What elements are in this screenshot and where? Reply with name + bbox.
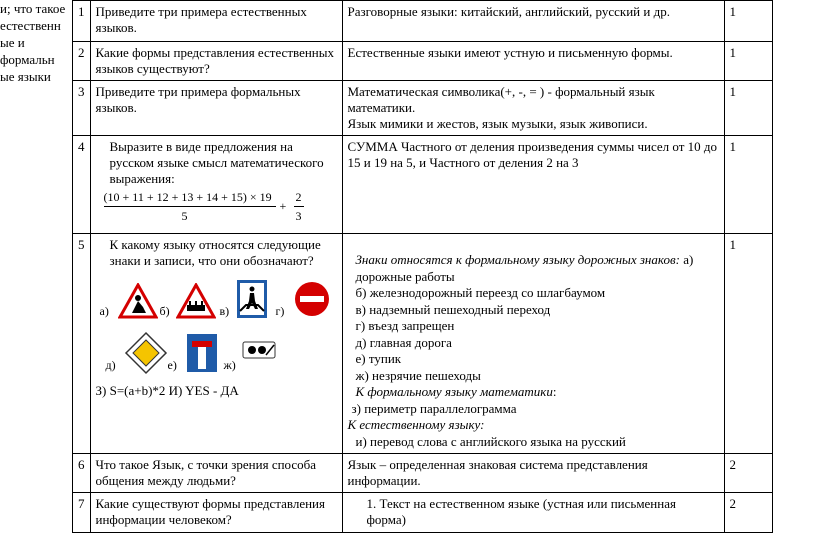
table-row xyxy=(73,42,773,81)
pedestrian-bridge-sign-icon xyxy=(236,279,268,319)
answer-line: з) периметр параллелограмма xyxy=(351,400,517,416)
answer-cell: СУММА Частного от деления произведения суммы чисел от 10 до 15 и 19 на 5, и Частного от деления 2 на 3 xyxy=(342,136,724,234)
questions-table xyxy=(72,0,773,533)
left-fragment-line: и; что такое xyxy=(0,1,66,16)
answer-cell: 1. Текст на естественном языке (устная или письменная форма) xyxy=(342,493,724,533)
math-expression xyxy=(96,189,337,227)
answer-heading-text: К формальному языку математики xyxy=(355,384,553,399)
answer-line: б) железнодорожный переезд со шлагбаумом xyxy=(355,285,606,300)
question-cell xyxy=(90,234,342,454)
left-fragment-line: естественн xyxy=(0,18,61,33)
fraction2-numerator: 2 xyxy=(295,190,302,204)
question-cell: Какие существуют формы представления информации человеком? xyxy=(90,493,342,533)
score-cell: 1 xyxy=(724,1,772,42)
sign-label: а) xyxy=(99,304,109,318)
sign-label: д) xyxy=(105,358,116,372)
blind-pedestrians-sign-icon xyxy=(242,341,276,359)
dead-end-sign-icon xyxy=(186,333,218,373)
row-number: 2 xyxy=(73,42,91,81)
signs-row-2 xyxy=(96,329,337,379)
fraction2-denominator: 3 xyxy=(295,209,302,223)
road-works-sign-icon xyxy=(118,283,158,319)
question-cell xyxy=(90,136,342,234)
score-cell: 1 xyxy=(724,136,772,234)
answer-heading xyxy=(348,252,719,269)
no-entry-sign-icon xyxy=(294,281,330,317)
answer-cell xyxy=(342,81,724,136)
answer-cell xyxy=(342,234,724,454)
table-row xyxy=(73,136,773,234)
row-number: 1 xyxy=(73,1,91,42)
row-number: 3 xyxy=(73,81,91,136)
question-cell: Какие формы представления естественных языков существуют? xyxy=(90,42,342,81)
fraction-bar xyxy=(104,206,276,207)
answer-cell: Язык – определенная знаковая система представления информации. xyxy=(342,454,724,493)
fraction-denominator: 5 xyxy=(181,209,188,223)
sign-label: ж) xyxy=(223,358,236,372)
score-cell: 2 xyxy=(724,493,772,533)
question-text: К какому языку относятся следующие знаки и записи, что они обозначают? xyxy=(109,237,321,268)
question-cell: Что такое Язык, с точки зрения способа общения между людьми? xyxy=(90,454,342,493)
answer-line: Математическая символика(+, -, = ) - формальный язык математики. xyxy=(347,84,655,115)
row-number: 4 xyxy=(73,136,91,234)
row-number: 7 xyxy=(73,493,91,533)
score-cell: 1 xyxy=(724,42,772,81)
sign-label: е) xyxy=(167,358,177,372)
answer-line: Язык мимики и жестов, язык музыки, язык живописи. xyxy=(347,116,648,131)
answer-heading-tail: : xyxy=(552,384,557,399)
sign-label: б) xyxy=(159,304,170,318)
answer-cell: Естественные языки имеют устную и письменную формы. xyxy=(342,42,724,81)
score-cell: 2 xyxy=(724,454,772,493)
answer-line: в) надземный пешеходный переход xyxy=(355,301,551,317)
railway-crossing-sign-icon xyxy=(176,283,216,319)
answer-line: ж) незрячие пешеходы xyxy=(355,367,481,383)
answer-cell: Разговорные языки: китайский, английский, русский и др. xyxy=(342,1,724,42)
question-cell: Приведите три примера естественных языков. xyxy=(90,1,342,42)
answer-line: и) перевод слова с английского языка на русский xyxy=(355,433,626,449)
answer-line: г) въезд запрещен xyxy=(355,318,455,333)
fraction-numerator: (10 + 11 + 12 + 13 + 14 + 15) × 19 xyxy=(103,190,272,204)
answer-heading: К естественному языку: xyxy=(347,417,485,432)
row-number: 6 xyxy=(73,454,91,493)
row-number: 5 xyxy=(73,234,91,454)
question-text: Выразите в виде предложения на русском языке смысл математического выражения: xyxy=(109,139,324,186)
answer-heading-tail: а) xyxy=(679,252,694,267)
table-row xyxy=(73,1,773,42)
answer-heading-text: Знаки относятся к формальному языку дорожных знаков: xyxy=(355,252,680,267)
left-fragment-line: ые и xyxy=(0,35,25,50)
sign-label: в) xyxy=(219,304,230,318)
answer-heading xyxy=(348,384,719,401)
answer-line: д) главная дорога xyxy=(355,334,452,350)
left-fragment-line: ые языки xyxy=(0,69,51,84)
table-row xyxy=(73,234,773,454)
left-column-fragment xyxy=(0,0,72,85)
table-row xyxy=(73,454,773,493)
score-cell: 1 xyxy=(724,81,772,136)
table-row xyxy=(73,493,773,533)
left-fragment-line: формальн xyxy=(0,52,55,67)
question-cell: Приведите три примера формальных языков. xyxy=(90,81,342,136)
answer-line: е) тупик xyxy=(355,351,402,366)
plus-sign: + xyxy=(279,199,287,213)
score-cell: 1 xyxy=(724,234,772,454)
answer-line: дорожные работы xyxy=(355,268,455,284)
formulas-line: З) S=(a+b)*2 И) YES - ДА xyxy=(95,383,239,398)
main-road-sign-icon xyxy=(124,331,168,375)
sign-label: г) xyxy=(275,304,285,318)
fraction2-bar xyxy=(294,206,304,207)
signs-row-1 xyxy=(96,279,337,329)
table-row xyxy=(73,81,773,136)
